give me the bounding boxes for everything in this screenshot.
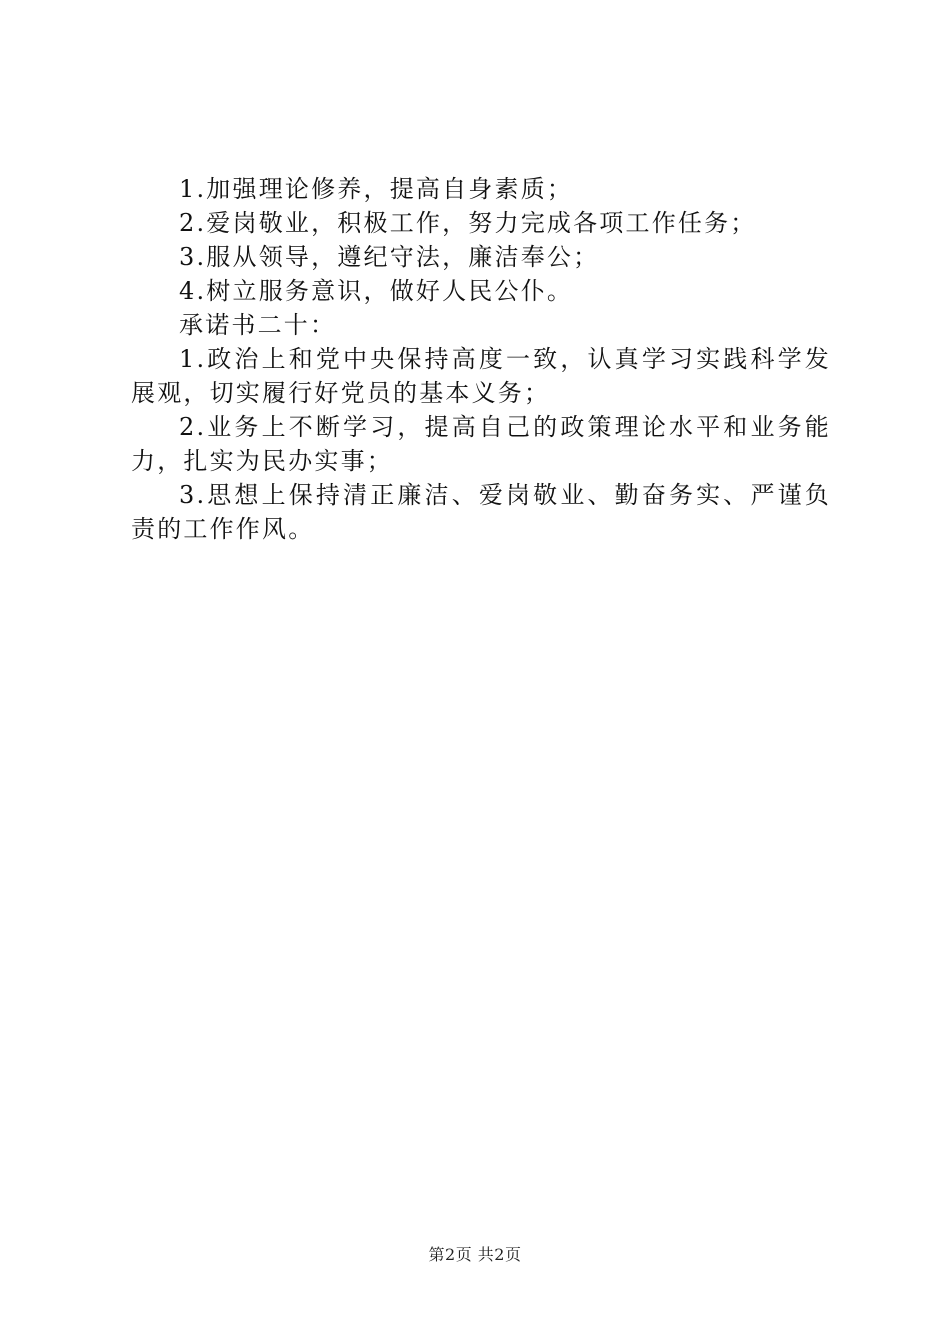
pledge-item-2: 2.业务上不断学习，提高自己的政策理论水平和业务能力，扎实为民办实事； [131,413,831,475]
paragraph-item-3: 3.服从领导，遵纪守法，廉洁奉公； [179,243,600,271]
pledge-item-3: 3.思想上保持清正廉洁、爱岗敬业、勤奋务实、严谨负责的工作作风。 [131,481,831,543]
section-heading: 承诺书二十： [179,311,337,339]
page-footer [0,1242,950,1265]
paragraph-item-2: 2.爱岗敬业，积极工作，努力完成各项工作任务； [179,209,757,237]
pledge-item-1: 1.政治上和党中央保持高度一致，认真学习实践科学发展观，切实履行好党员的基本义务； [131,345,831,407]
paragraph-item-4: 4.树立服务意识，做好人民公仆。 [179,277,574,305]
page-number-label: 第2页 共2页 [428,1245,522,1264]
document-body [131,172,831,546]
paragraph-item-1: 1.加强理论修养，提高自身素质； [179,175,574,203]
